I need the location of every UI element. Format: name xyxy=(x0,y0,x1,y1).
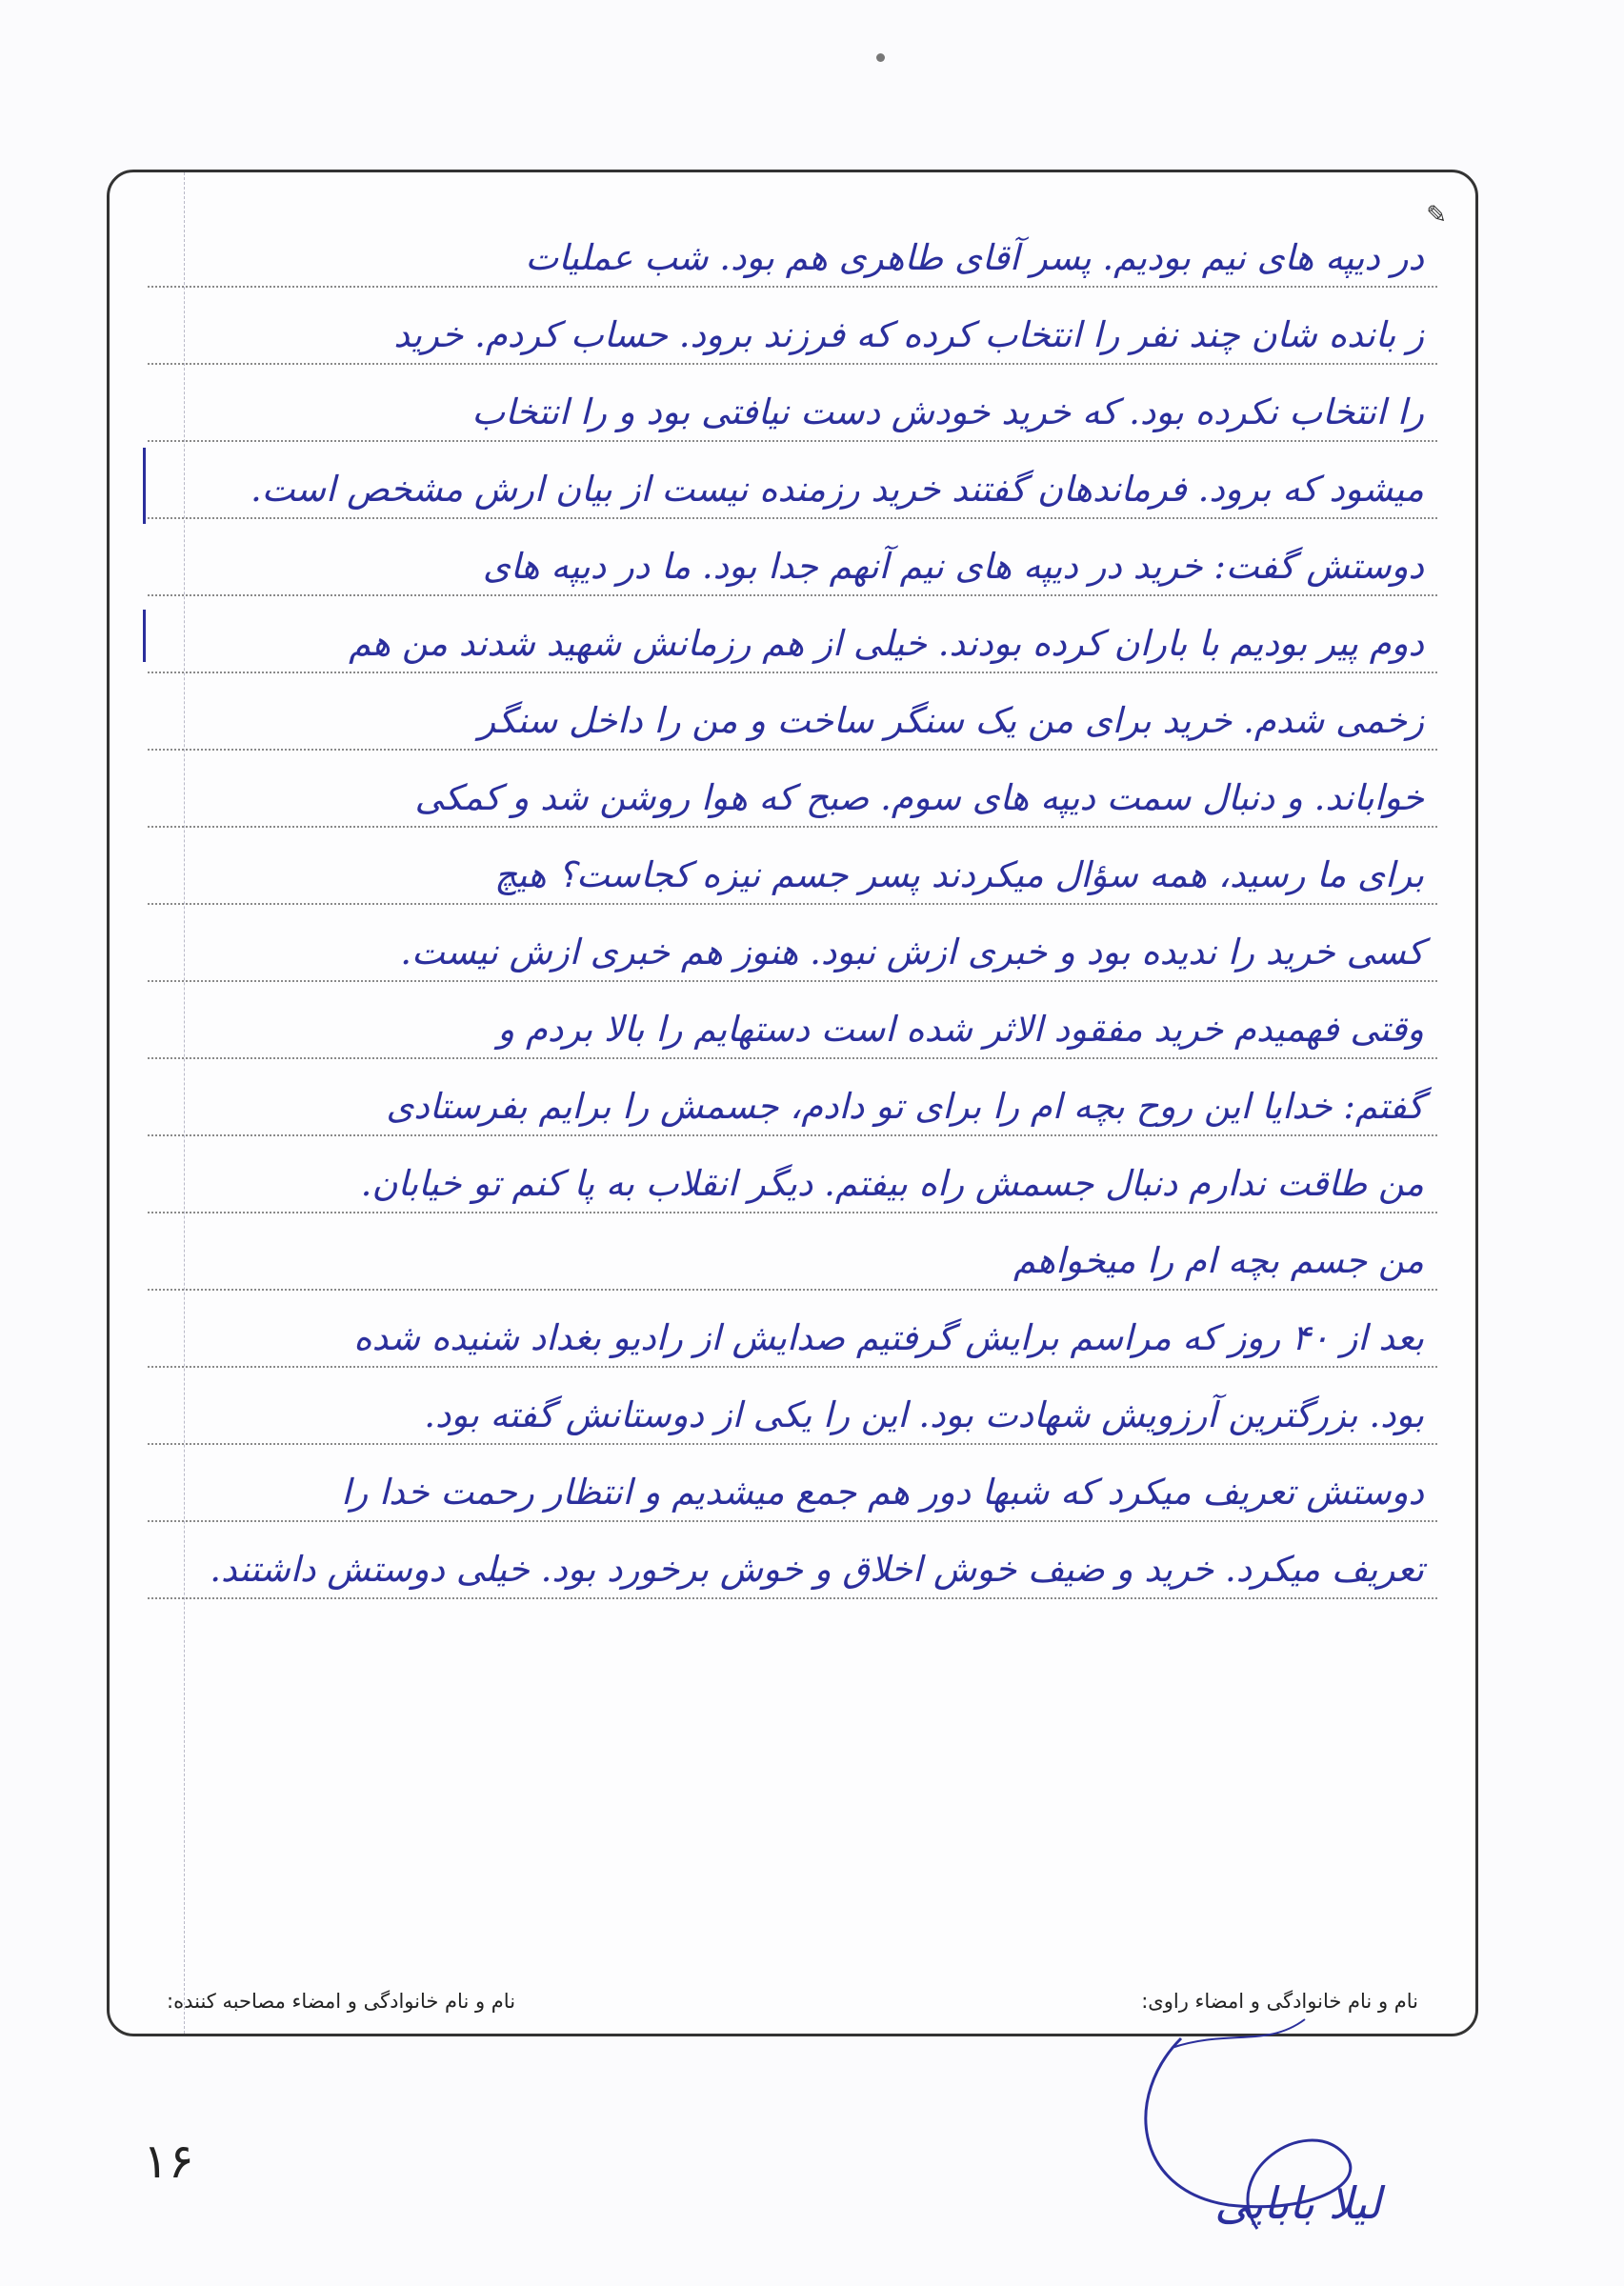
text-line: کسی خرید را ندیده بود و خبری ازش نبود. هنوز هم خبری ازش نیست. xyxy=(148,905,1437,982)
text-line: وقتی فهمیدم خرید مفقود الاثر شده است دستهایم را بالا بردم و xyxy=(148,982,1437,1059)
text-line: در دیپه های نیم بودیم. پسر آقای طاهری هم بود. شب عملیات xyxy=(148,211,1437,288)
text-line: زخمی شدم. خرید برای من یک سنگر ساخت و من را داخل سنگر xyxy=(148,673,1437,751)
pencil-icon: ✎ xyxy=(1426,201,1447,230)
text-line: من طاقت ندارم دنبال جسمش راه بیفتم. دیگر انقلاب به پا کنم تو خیابان. xyxy=(148,1136,1437,1213)
page-number: ۱۶ xyxy=(143,2134,194,2189)
text-line: بود. بزرگترین آرزویش شهادت بود. این را یکی از دوستانش گفته بود. xyxy=(148,1368,1437,1445)
text-line: بعد از ۴۰ روز که مراسم برایش گرفتیم صدایش از رادیو بغداد شنیده شده xyxy=(148,1291,1437,1368)
narrator-signature-label: نام و نام خانوادگی و امضاء راوی: xyxy=(1141,1990,1418,2013)
handwritten-text-block xyxy=(148,211,1437,1599)
text-line: من جسم بچه ام را میخواهم xyxy=(148,1213,1437,1291)
text-line: دوستش تعریف میکرد که شبها دور هم جمع میشدیم و انتظار رحمت خدا را xyxy=(148,1445,1437,1522)
text-line: را انتخاب نکرده بود. که خرید خودش دست نیافتی بود و را انتخاب xyxy=(148,365,1437,442)
text-line: تعریف میکرد. خرید و ضیف خوش اخلاق و خوش برخورد بود. خیلی دوستش داشتند. xyxy=(148,1522,1437,1599)
text-line: برای ما رسید، همه سؤال میکردند پسر جسم نیزه کجاست؟ هیچ xyxy=(148,828,1437,905)
text-line: گفتم: خدایا این روح بچه ام را برای تو دادم، جسمش را برایم بفرستادی xyxy=(148,1059,1437,1136)
text-line: دوم پیر بودیم با باران کرده بودند. خیلی از هم رزمانش شهید شدند من هم xyxy=(148,596,1437,673)
text-line: خواباند. و دنبال سمت دیپه های سوم. صبح که هوا روشن شد و کمکی xyxy=(148,751,1437,828)
interviewer-signature-label: نام و نام خانوادگی و امضاء مصاحبه کننده: xyxy=(167,1990,516,2013)
form-frame xyxy=(107,170,1478,2036)
margin-mark xyxy=(143,448,146,524)
margin-mark xyxy=(143,610,146,662)
signature-text: لیلا بابایی xyxy=(1214,2177,1381,2229)
text-line: میشود که برود. فرماندهان گفتند خرید رزمنده نیست از بیان ارش مشخص است. xyxy=(148,442,1437,519)
signature xyxy=(1114,2010,1400,2257)
punch-hole xyxy=(876,53,885,62)
text-line: دوستش گفت: خرید در دیپه های نیم آنهم جدا بود. ما در دیپه های xyxy=(148,519,1437,596)
text-line: ز بانده شان چند نفر را انتخاب کرده که فرزند برود. حساب کردم. خرید xyxy=(148,288,1437,365)
